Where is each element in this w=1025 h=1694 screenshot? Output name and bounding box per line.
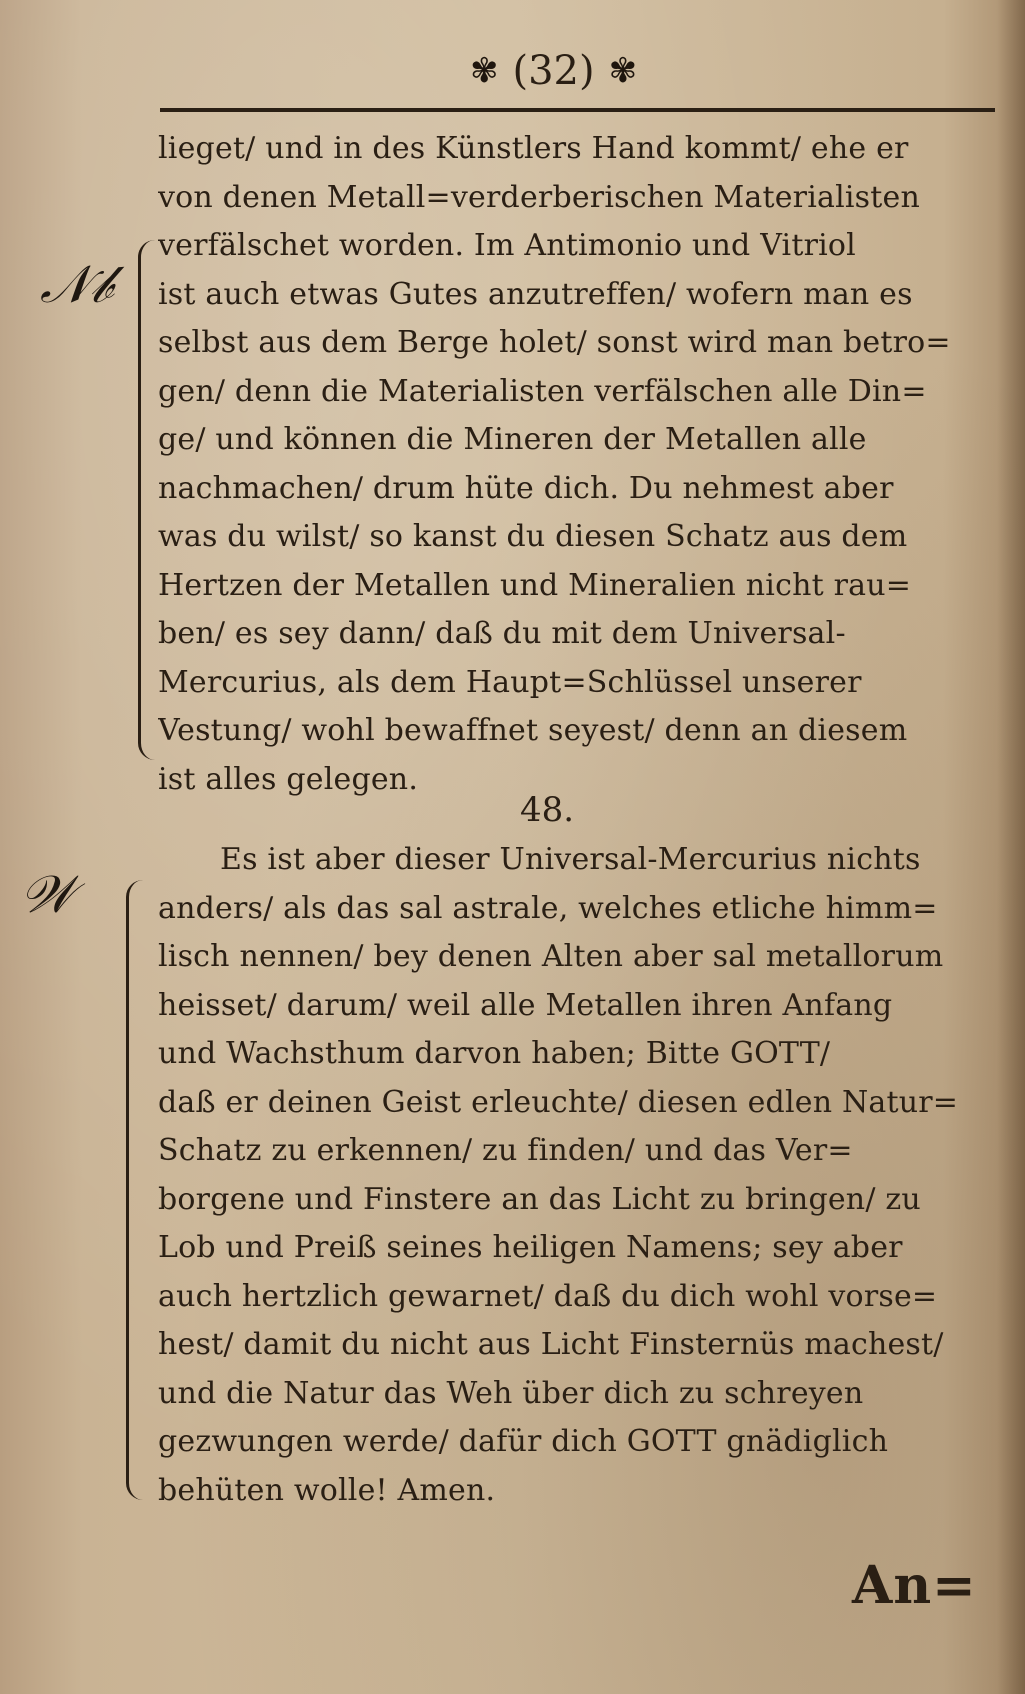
text-line: behüten wolle! Amen.: [158, 1472, 496, 1508]
paragraph-two: [158, 836, 1018, 1515]
text-line: selbst aus dem Berge holet/ sonst wird man betro=: [158, 325, 951, 360]
text-line: nachmachen/ drum hüte dich. Du nehmest aber: [158, 470, 894, 506]
handwritten-margin-note: 𝒩𝒷: [40, 255, 113, 315]
text-line: Schatz zu erkennen/ zu finden/ und das Ver=: [158, 1133, 853, 1168]
text-line: ist auch etwas Gutes anzutreffen/ wofern man es: [158, 276, 913, 312]
text-line: und die Natur das Weh über dich zu schreyen: [158, 1375, 864, 1411]
text-line: Vestung/ wohl bewaffnet seyest/ denn an diesem: [158, 713, 908, 748]
text-line: auch hertzlich gewarnet/ daß du dich wohl vorse=: [158, 1278, 938, 1314]
text-line: Lob und Preiß seines heiligen Namens; sey aber: [158, 1230, 903, 1265]
text-line: verfälschet worden. Im Antimonio und Vitriol: [158, 228, 856, 263]
text-line: lieget/ und in des Künstlers Hand kommt/ ehe er: [158, 131, 909, 166]
text-line: Es ist aber dieser Universal-Mercurius nichts: [220, 842, 921, 877]
flower-ornament-icon: ✾: [608, 51, 638, 91]
text-line: lisch nennen/ bey denen Alten aber sal metallorum: [158, 939, 944, 974]
page-number: (32): [512, 48, 595, 94]
page-header: [470, 48, 637, 94]
text-line: ben/ es sey dann/ daß du mit dem Universal-: [158, 616, 846, 651]
text-line: Hertzen der Metallen und Mineralien nicht rau=: [158, 567, 912, 603]
catchword: An=: [852, 1555, 977, 1616]
text-line: anders/ als das sal astrale, welches etliche himm=: [158, 890, 938, 926]
header-rule: [160, 108, 995, 112]
handwritten-brace: [138, 240, 155, 760]
handwritten-margin-note: 𝒲: [20, 865, 75, 925]
text-line: ge/ und können die Mineren der Metallen alle: [158, 422, 867, 457]
text-line: daß er deinen Geist erleuchte/ diesen edlen Natur=: [158, 1084, 959, 1120]
text-line: gen/ denn die Materialisten verfälschen alle Din=: [158, 373, 927, 409]
flower-ornament-icon: ✾: [470, 51, 499, 91]
text-line: gezwungen werde/ dafür dich GOTT gnädiglich: [158, 1424, 889, 1459]
text-line: Mercurius, als dem Haupt=Schlüssel unserer: [158, 664, 862, 700]
paragraph-one: [158, 125, 1018, 804]
text-line: ist alles gelegen.: [158, 761, 419, 797]
handwritten-brace: [126, 880, 143, 1500]
text-line: hest/ damit du nicht aus Licht Finsternüs machest/: [158, 1327, 944, 1362]
text-line: heisset/ darum/ weil alle Metallen ihren Anfang: [158, 987, 893, 1023]
text-line: borgene und Finstere an das Licht zu bringen/ zu: [158, 1181, 921, 1217]
text-line: was du wilst/ so kanst du diesen Schatz aus dem: [158, 519, 908, 554]
text-line: von denen Metall=verderberischen Materialisten: [158, 179, 921, 215]
text-line: und Wachsthum darvon haben; Bitte GOTT/: [158, 1036, 831, 1071]
section-number: 48.: [520, 790, 575, 830]
